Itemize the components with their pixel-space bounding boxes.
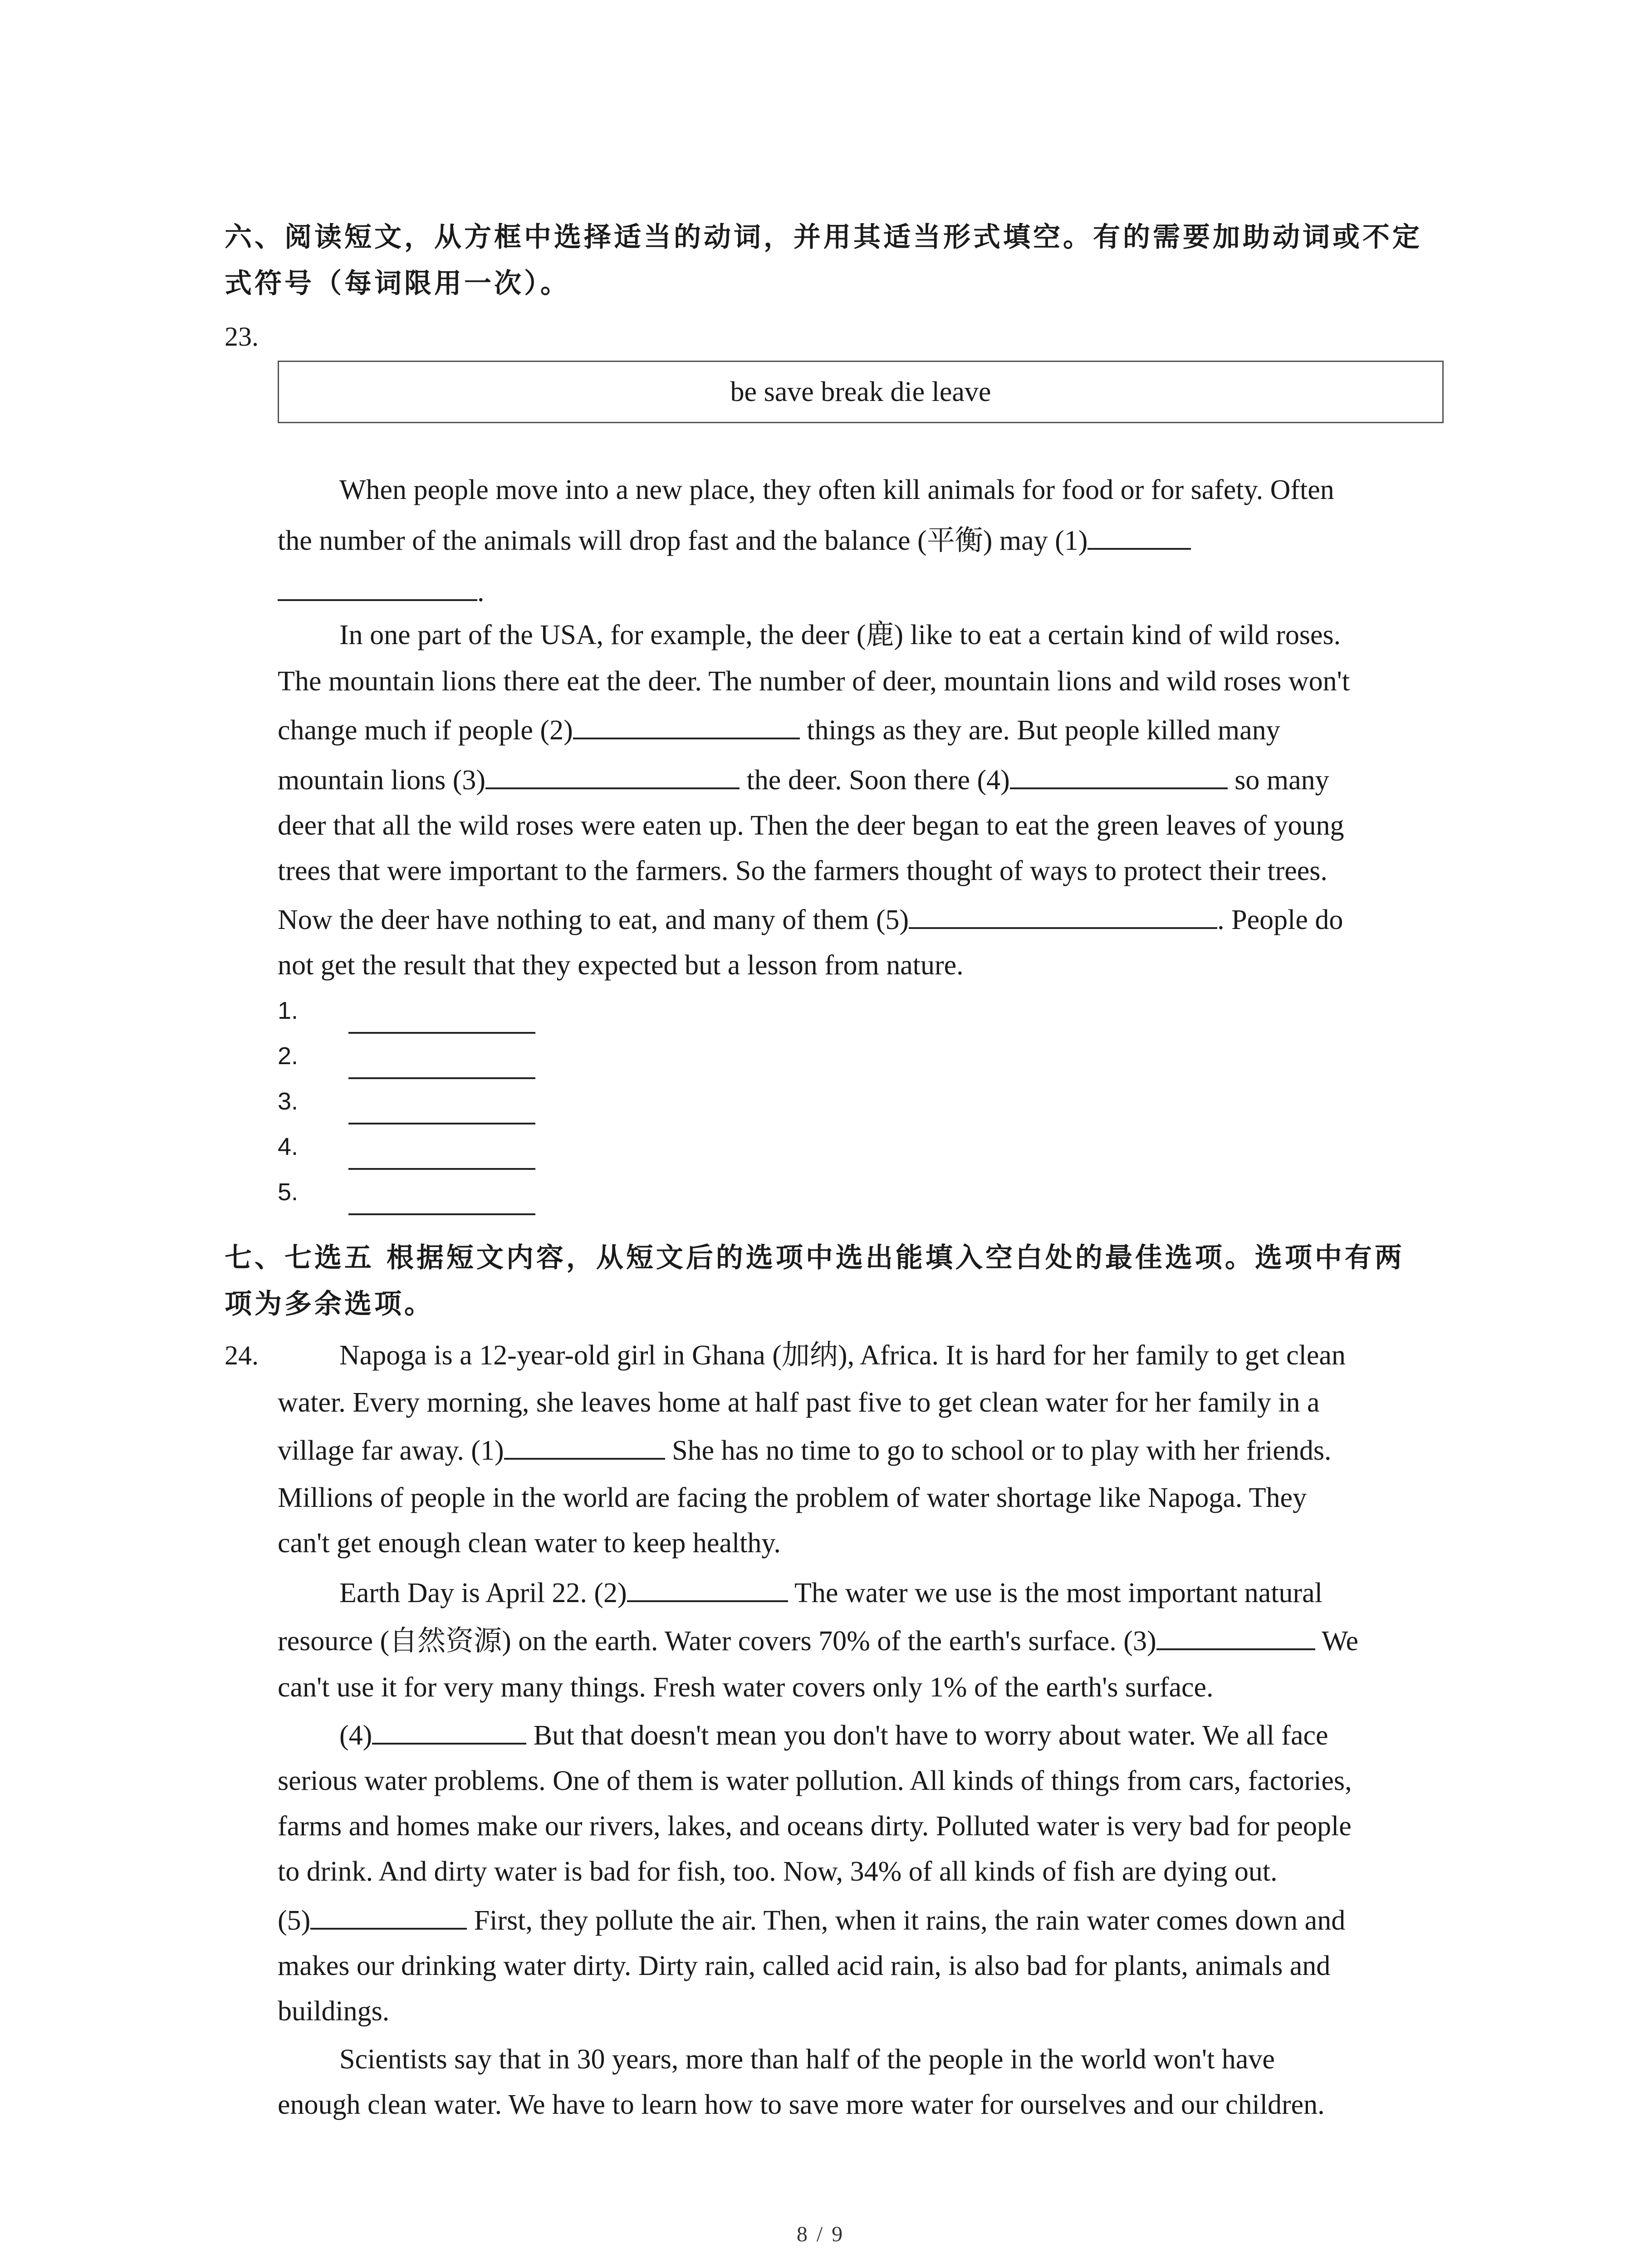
- question-23-number: 23.: [225, 322, 259, 352]
- q23-line-10: [278, 897, 1343, 943]
- q24-line-8: [278, 1665, 1214, 1710]
- page-number: 8 / 9: [796, 2222, 845, 2246]
- q24-blank-3: [1156, 1620, 1315, 1650]
- q24-text: But that doesn't mean you don't have to worry about water. We all face: [526, 1720, 1328, 1751]
- section-7-heading-line1: 七、七选五 根据短文内容，从短文后的选项中选出能填入空白处的最佳选项。选项中有两: [225, 1242, 1405, 1274]
- q24-line-11: [278, 1804, 1352, 1849]
- q24-blank-5: [310, 1900, 467, 1930]
- answer-blank-2[interactable]: [348, 1077, 535, 1079]
- q24-line-1: [339, 1333, 1346, 1378]
- q24-text: Scientists say that in 30 years, more than half of the people in the world won't have: [339, 2044, 1275, 2075]
- q23-text: When people move into a new place, they often kill animals for food or for safety. Often: [339, 474, 1334, 505]
- q23-line-11: [278, 943, 964, 988]
- answer-label-1: 1.: [278, 997, 299, 1024]
- q23-line-9: [278, 848, 1327, 894]
- q23-text: mountain lions (3): [278, 765, 486, 796]
- q24-blank-4: [372, 1715, 526, 1745]
- section-6-heading-line1: 六、阅读短文，从方框中选择适当的动词，并用其适当形式填空。有的需要加助动词或不定: [225, 221, 1422, 253]
- q24-text: We: [1315, 1626, 1359, 1657]
- q23-line-8: [278, 803, 1344, 848]
- q24-text: Napoga is a 12-year-old girl in Ghana (加纳), Africa. It is hard for her family to get clean: [339, 1340, 1346, 1371]
- q23-text: not get the result that they expected but a lesson from nature.: [278, 950, 964, 981]
- q24-line-2: [278, 1380, 1320, 1425]
- answer-blank-3[interactable]: [348, 1123, 535, 1124]
- q23-text: change much if people (2): [278, 715, 573, 746]
- q24-text: Millions of people in the world are facing the problem of water shortage like Napoga. They: [278, 1482, 1307, 1513]
- word-box: [278, 361, 1444, 423]
- answer-label-5: 5.: [278, 1178, 299, 1206]
- section-6-heading-line2: 式符号（每词限用一次）。: [225, 268, 570, 299]
- q24-line-5: [278, 1520, 781, 1566]
- q23-text: The mountain lions there eat the deer. The number of deer, mountain lions and wild roses won't: [278, 666, 1350, 697]
- answer-blank-5[interactable]: [348, 1213, 535, 1215]
- q24-text: First, they pollute the air. Then, when it rains, the rain water comes down and: [467, 1905, 1346, 1936]
- q23-line-7: [278, 758, 1329, 803]
- q24-text: water. Every morning, she leaves home at half past five to get clean water for her family in a: [278, 1387, 1320, 1418]
- q23-text: deer that all the wild roses were eaten up. Then the deer began to eat the green leaves of young: [278, 810, 1344, 841]
- q24-text: farms and homes make our rivers, lakes, and oceans dirty. Polluted water is very bad for people: [278, 1811, 1352, 1842]
- question-24-number: 24.: [225, 1340, 259, 1370]
- q23-text: . People do: [1217, 904, 1343, 935]
- answer-label-3: 3.: [278, 1088, 299, 1115]
- q24-text: (5): [278, 1905, 311, 1936]
- q24-line-15: [278, 1989, 389, 2034]
- q24-text: resource (自然资源) on the earth. Water covers 70% of the earth's surface. (3): [278, 1626, 1156, 1657]
- section-7-heading-line2: 项为多余选项。: [225, 1288, 434, 1320]
- q23-text: things as they are. But people killed many: [799, 715, 1280, 746]
- q24-blank-1: [504, 1430, 665, 1460]
- answer-label-4: 4.: [278, 1133, 299, 1160]
- q23-text: so many: [1227, 765, 1329, 796]
- q24-text: to drink. And dirty water is bad for fish, too. Now, 34% of all kinds of fish are dying out.: [278, 1856, 1278, 1887]
- q23-text: .: [477, 577, 485, 607]
- q23-blank-1-start: [1087, 520, 1191, 550]
- q24-text: can't use it for very many things. Fresh water covers only 1% of the earth's surface.: [278, 1672, 1214, 1703]
- q24-text: buildings.: [278, 1996, 390, 2027]
- q24-text: She has no time to go to school or to play with her friends.: [665, 1435, 1332, 1466]
- q23-text: the deer. Soon there (4): [740, 765, 1010, 796]
- q24-line-14: [278, 1943, 1330, 1989]
- q24-text: Earth Day is April 22. (2): [339, 1578, 627, 1608]
- q24-line-3: [278, 1428, 1331, 1473]
- q24-text: enough clean water. We have to learn how to save more water for ourselves and our children.: [278, 2089, 1325, 2120]
- answer-blank-1[interactable]: [348, 1032, 535, 1034]
- q23-line-2: [278, 518, 1191, 563]
- q23-line-3: [278, 569, 485, 615]
- q24-text: can't get enough clean water to keep healthy.: [278, 1528, 781, 1559]
- q24-line-4: [278, 1475, 1307, 1520]
- q24-text: makes our drinking water dirty. Dirty rain, called acid rain, is also bad for plants, animals and: [278, 1950, 1331, 1981]
- q24-line-6: [339, 1570, 1323, 1616]
- q23-line-5: [278, 659, 1350, 704]
- q23-blank-1-end: [278, 571, 477, 601]
- q24-line-9: [339, 1713, 1328, 1758]
- q24-line-10: [278, 1758, 1352, 1804]
- q23-blank-3: [485, 759, 740, 789]
- q24-text: The water we use is the most important natural: [788, 1578, 1323, 1608]
- q24-text: (4): [339, 1720, 372, 1751]
- q23-line-4: [339, 612, 1341, 658]
- q23-text: the number of the animals will drop fast and the balance (平衡) may (1): [278, 525, 1088, 556]
- q24-line-13: [278, 1898, 1345, 1943]
- q23-line-6: [278, 708, 1280, 753]
- word-box-text: be save break die leave: [730, 376, 991, 407]
- q24-line-17: [278, 2082, 1325, 2127]
- q23-text: trees that were important to the farmers. So the farmers thought of ways to protect their trees.: [278, 855, 1327, 886]
- q24-line-12: [278, 1849, 1278, 1894]
- q23-blank-2: [573, 709, 800, 739]
- q24-text: village far away. (1): [278, 1435, 504, 1466]
- q23-blank-4: [1010, 759, 1228, 789]
- q24-line-7: [278, 1618, 1358, 1664]
- q24-blank-2: [627, 1572, 788, 1602]
- q23-text: In one part of the USA, for example, the deer (鹿) like to eat a certain kind of wild roses.: [339, 620, 1341, 650]
- q24-text: serious water problems. One of them is water pollution. All kinds of things from cars, factories,: [278, 1765, 1352, 1796]
- q23-blank-5: [909, 899, 1217, 929]
- q24-line-16: [339, 2037, 1275, 2082]
- answer-label-2: 2.: [278, 1042, 299, 1070]
- q23-line-1: [339, 467, 1334, 513]
- q23-text: Now the deer have nothing to eat, and many of them (5): [278, 904, 909, 935]
- answer-blank-4[interactable]: [348, 1168, 535, 1170]
